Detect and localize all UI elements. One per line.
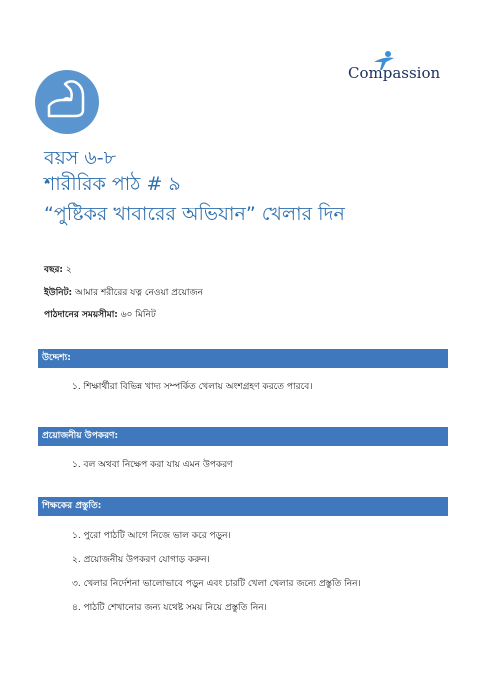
unit-label: ইউনিট: xyxy=(44,288,73,298)
duration-label: পাঠদানের সময়সীমা: xyxy=(44,310,118,320)
preparation-heading: শিক্ষকের প্রস্তুতি: xyxy=(38,497,448,516)
duration-row xyxy=(44,307,156,322)
compassion-logo xyxy=(348,50,458,86)
year-value: ২ xyxy=(65,265,72,275)
year-label: বছর: xyxy=(44,265,64,275)
preparation-item: ২. প্রয়োজনীয় উপকরণ যোগাড় করুন। xyxy=(72,555,210,565)
materials-item: ১. বল অথবা নিক্ষেপ করা যায় এমন উপকরণ xyxy=(72,460,233,470)
flexed-arm-icon xyxy=(35,70,99,134)
preparation-item: ১. পুরো পাঠটি আগে নিজে ভাল করে পড়ুন। xyxy=(72,531,231,541)
unit-value: আমার শরীরের যত্ন নেওয়া প্রয়োজন xyxy=(75,288,203,298)
objective-item: ১. শিক্ষার্থীরা বিভিন্ন খাদ্য সম্পর্কিত খেলায় অংশগ্রহণ করতে পারবে। xyxy=(72,382,313,392)
unit-row xyxy=(44,285,203,300)
logo-text: Compassion xyxy=(348,64,441,82)
age-heading: বয়স ৬-৮ xyxy=(44,147,116,169)
year-row xyxy=(44,262,72,277)
page-title: “পুষ্টিকর খাবারের অভিযান” খেলার দিন xyxy=(44,203,345,225)
materials-heading: প্রয়োজনীয় উপকরণ: xyxy=(38,427,448,446)
objective-heading: উদ্দেশ্য: xyxy=(38,349,448,368)
preparation-item: ৪. পাঠটি শেখানোর জন্য যথেষ্ট সময় নিয়ে প্রস্তুতি নিন। xyxy=(72,603,267,613)
lesson-heading: শারীরিক পাঠ # ৯ xyxy=(44,173,181,195)
duration-value: ৬০ মিনিট xyxy=(120,310,156,320)
preparation-item: ৩. খেলার নির্দেশনা ভালোভাবে পড়ুন এবং চারটি খেলা খেলার জন্যে প্রস্তুতি নিন। xyxy=(72,579,361,589)
